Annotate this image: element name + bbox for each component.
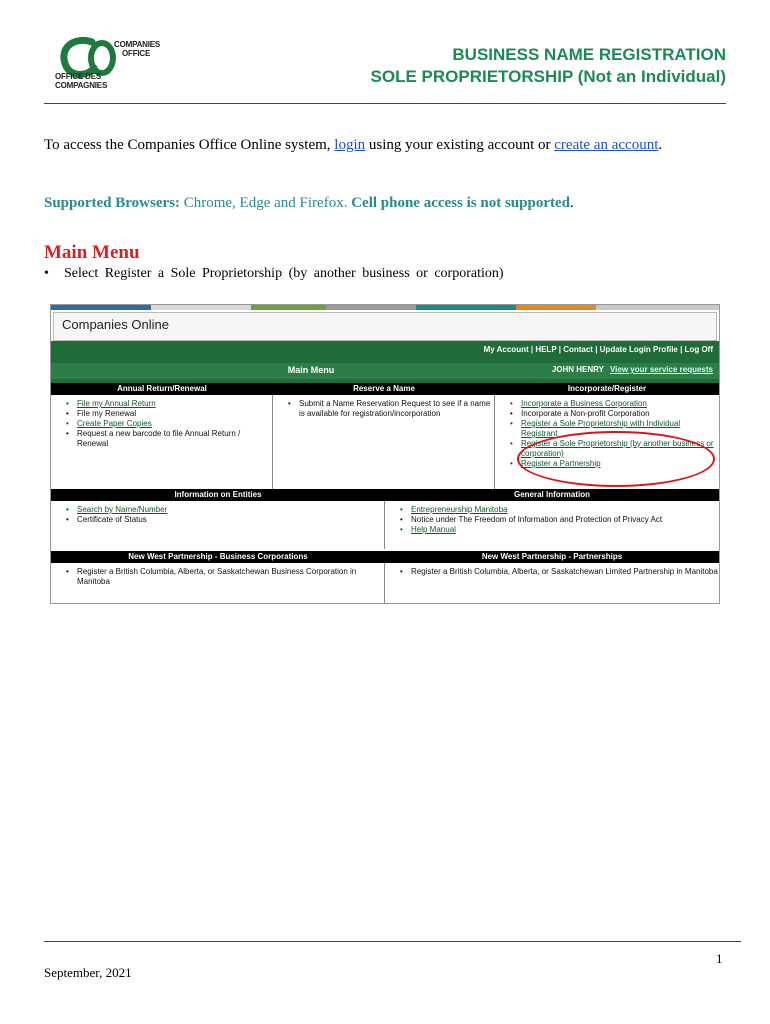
section-header: New West Partnership - Business Corporations [51,551,385,563]
title-line-1: BUSINESS NAME REGISTRATION [452,45,726,64]
user-info [552,365,713,374]
color-strip-segment [151,305,251,310]
section-body [273,395,495,489]
menu-title: Main Menu [287,365,335,375]
service-requests-link[interactable]: View your service requests [609,365,713,374]
section-body [51,563,385,603]
section-body [51,501,385,549]
login-link[interactable]: login [334,137,366,153]
cell-phone-note: Cell phone access is not supported [351,195,570,211]
menu-bar [51,363,719,379]
document-title [371,44,726,88]
footer-divider [44,941,741,942]
nav-bar [51,341,719,383]
logo-text-fr: OFFICE DES COMPAGNIES [55,72,108,90]
color-strip-segment [251,305,326,310]
section-header: Information on Entities [51,489,385,501]
section-header: General Information [385,489,719,501]
menu-link[interactable]: • Search by Name/Number [77,505,384,515]
color-strip-segment [416,305,516,310]
color-strip [51,305,719,310]
companies-office-logo [52,34,167,90]
header-divider [44,103,726,104]
menu-link[interactable]: • Incorporate a Business Corporation [521,399,718,409]
section-body [385,563,718,603]
menu-item: • Request a new barcode to file Annual Return / Renewal [77,429,272,449]
menu-item: • Notice under The Freedom of Information and Protection of Privacy Act [411,515,718,525]
title-line-2: SOLE PROPRIETORSHIP (Not an Individual) [370,67,726,86]
menu-item: • Incorporate a Non-profit Corporation [521,409,718,419]
color-strip-segment [326,305,416,310]
create-account-link[interactable]: create an account [554,137,659,153]
menu-link[interactable]: • Register a Sole Proprietorship with Individual Registrant [521,419,718,439]
menu-link[interactable]: • Create Paper Copies [77,419,272,429]
app-name: Companies Online [62,317,169,332]
companies-online-screenshot [50,304,720,604]
menu-link[interactable]: • Register a Sole Proprietorship (by another business or corporation) [521,439,718,459]
instruction-bullet: • Select Register a Sole Proprietorship (by another business or corporation) [44,266,504,281]
menu-item: • File my Renewal [77,409,272,419]
footer-date: September, 2021 [44,965,132,980]
menu-link[interactable]: • Help Manual [411,525,718,535]
page-number: 1 [716,951,723,966]
app-bar [53,312,717,341]
color-strip-segment [516,305,596,310]
menu-link[interactable]: • Register a Partnership [521,459,718,469]
menu-item: • Register a British Columbia, Alberta, or Saskatchewan Limited Partnership in Manitoba [411,567,718,577]
user-name: JOHN HENRY [551,365,604,374]
intro-paragraph: To access the Companies Office Online system, login using your existing account or create an account. [44,137,663,153]
menu-link[interactable]: • File my Annual Return [77,399,272,409]
menu-item: • Register a British Columbia, Alberta, or Saskatchewan Business Corporation in Manitoba [77,567,384,587]
menu-link[interactable]: • Entrepreneurship Manitoba [411,505,718,515]
menu-item: • Certificate of Status [77,515,384,525]
bullet-icon: • [44,266,49,281]
logo-text-en: COMPANIES OFFICE [114,40,161,58]
menu-item: • Submit a Name Reservation Request to see if a name is available for registration/incorporation [299,399,494,419]
highlight-circle [517,431,715,487]
main-menu-heading: Main Menu [44,242,140,263]
color-strip-segment [51,305,151,310]
section-header: New West Partnership - Partnerships [385,551,719,563]
color-strip-segment [596,305,719,310]
section-body [51,395,273,489]
section-body [385,501,718,549]
account-links[interactable]: My Account | HELP | Contact | Update Login Profile | Log Off [483,345,713,354]
section-header: Annual Return/Renewal [51,383,273,395]
supported-browsers: Supported Browsers: Chrome, Edge and Firefox. Cell phone access is not supported. [44,195,574,211]
section-header: Reserve a Name [273,383,495,395]
section-header: Incorporate/Register [495,383,719,395]
